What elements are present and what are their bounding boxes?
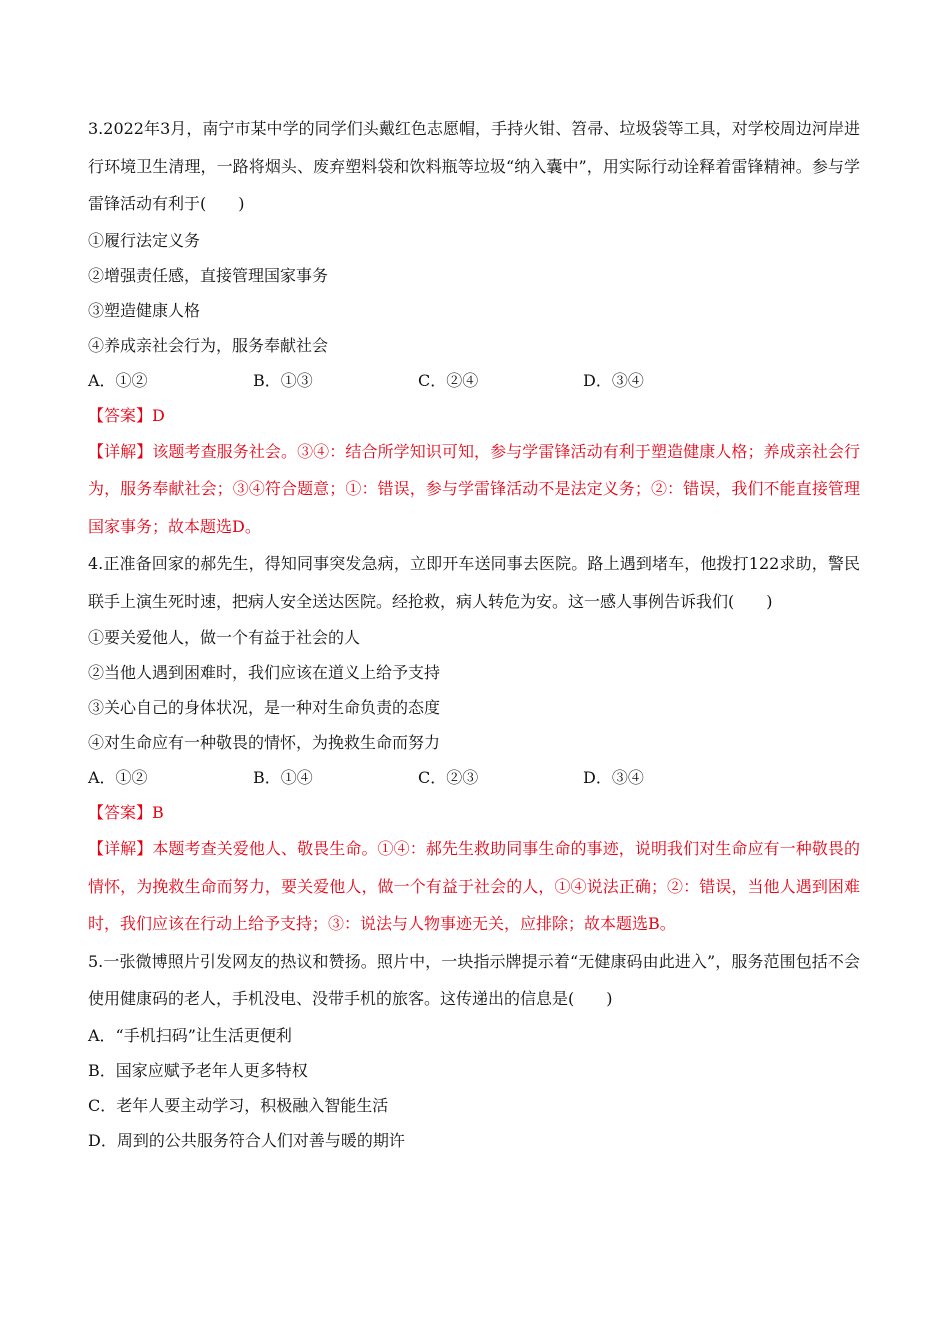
question-stem: 4.正准备回家的郝先生，得知同事突发急病，立即开车送同事去医院。路上遇到堵车，他拨打122求助，警民联手上演生死时速，把病人安全送达医院。经抢救，病人转危为安。这一感人事例告诉我们( ): [88, 554, 860, 611]
statement-item: ②增强责任感，直接管理国家事务: [88, 265, 329, 285]
question-stem: 5.一张微博照片引发网友的热议和赞扬。照片中，一块指示牌提示着“无健康码由此进入”，服务范围包括不会使用健康码的老人，手机没电、没带手机的旅客。这传递出的信息是( ): [88, 951, 860, 1008]
statement-item: ③关心自己的身体状况，是一种对生命负责的态度: [88, 698, 441, 717]
statement-item: ②当他人遇到困难时，我们应该在道义上给予支持: [88, 663, 441, 682]
option-c: C．②③: [418, 768, 479, 787]
answer-options: [88, 760, 860, 795]
question-4: [88, 545, 860, 943]
option-c: C．②④: [418, 370, 479, 390]
option-b: B．①③: [253, 370, 313, 390]
option-b: B．国家应赋予老年人更多特权: [88, 1060, 308, 1080]
option-a: A．①②: [88, 370, 148, 390]
question-5: [88, 943, 860, 1158]
option-b: B．①④: [253, 768, 313, 787]
explanation: 【详解】该题考查服务社会。③④：结合所学知识可知，参与学雷锋活动有利于塑造健康人格；养成亲社会行为，服务奉献社会；③④符合题意；①：错误，参与学雷锋活动不是法定义务；②：错误，我们不能直接管理国家事务；故本题选D。: [88, 441, 860, 536]
question-stem: 3.2022年3月，南宁市某中学的同学们头戴红色志愿帽，手持火钳、笤帚、垃圾袋等工具，对学校周边河岸进行环境卫生清理，一路将烟头、废弃塑料袋和饮料瓶等垃圾“纳入囊中”，用实际行动诠释着雷锋精神。参与学雷锋活动有利于( ): [88, 119, 860, 213]
statement-item: ①履行法定义务: [88, 230, 201, 250]
question-3: [88, 110, 860, 545]
answer-options: [88, 363, 860, 398]
statement-item: ④养成亲社会行为，服务奉献社会: [88, 335, 329, 355]
statement-item: ①要关爱他人，做一个有益于社会的人: [88, 628, 361, 647]
option-d: D．周到的公共服务符合人们对善与暖的期许: [88, 1130, 405, 1150]
explanation: 【详解】本题考查关爱他人、敬畏生命。①④：郝先生救助同事生命的事迹，说明我们对生命应有一种敬畏的情怀，为挽救生命而努力，要关爱他人，做一个有益于社会的人，①④说法正确；②：错误，当他人遇到困难时，我们应该在行动上给予支持；③：说法与人物事迹无关，应排除；故本题选B。: [88, 839, 860, 933]
option-d: D．③④: [583, 370, 644, 390]
answer-key: 【答案】D: [88, 405, 165, 425]
answer-key: 【答案】B: [88, 803, 164, 822]
option-c: C．老年人要主动学习，积极融入智能生活: [88, 1095, 389, 1115]
document-page: [88, 110, 860, 1158]
option-a: A．①②: [88, 768, 148, 787]
statement-item: ④对生命应有一种敬畏的情怀，为挽救生命而努力: [88, 733, 441, 752]
option-d: D．③④: [583, 768, 644, 787]
statement-item: ③塑造健康人格: [88, 300, 201, 320]
option-a: A．“手机扫码”让生活更便利: [88, 1025, 292, 1045]
